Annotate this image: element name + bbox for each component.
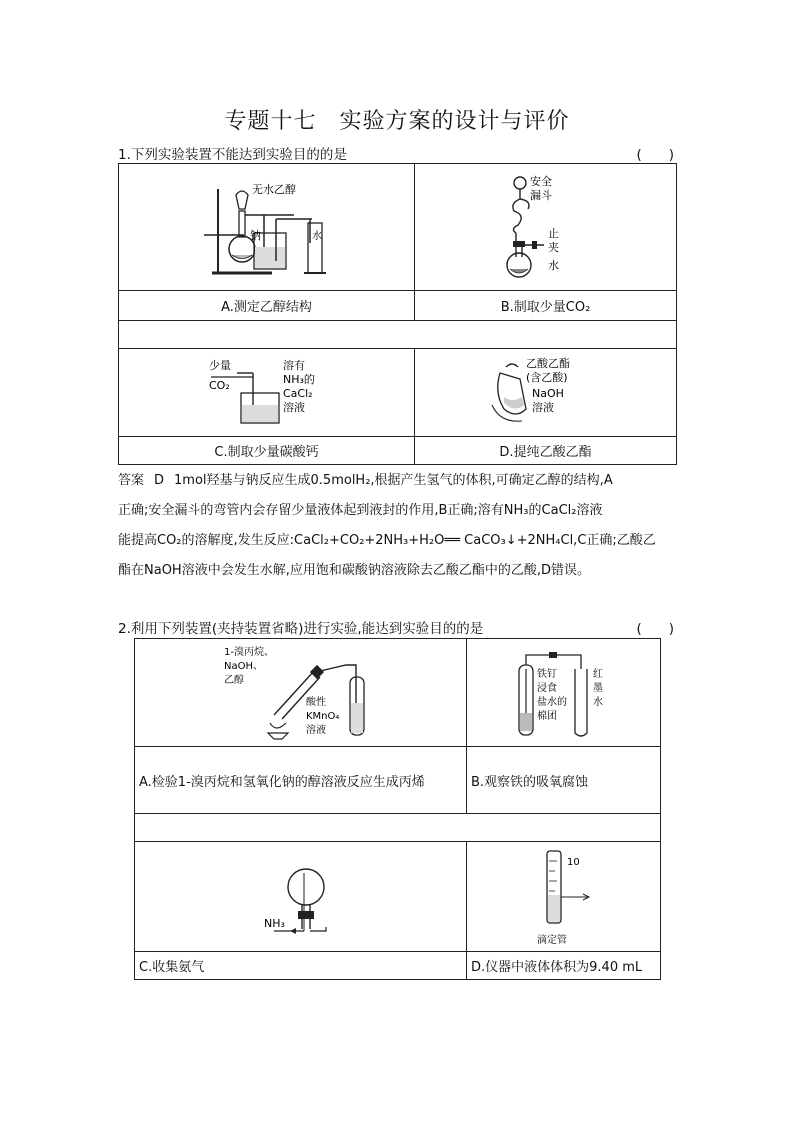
label-anhydrous-ethanol: 无水乙醇	[251, 183, 296, 196]
label-nh3-2: NH₃	[263, 916, 285, 930]
q2-option-b[interactable]: B.观察铁的吸氧腐蚀	[467, 747, 661, 814]
co2-safety-funnel-diagram	[486, 169, 606, 285]
q2-spacer-row	[135, 814, 661, 842]
label-red-3: 水	[592, 696, 603, 708]
answer-label: 答案	[118, 473, 145, 488]
burette-diagram	[509, 845, 619, 949]
label-red-1: 红	[592, 668, 603, 680]
label-cacl2: CaCl₂	[282, 386, 313, 400]
label-clamp: 夹	[547, 241, 559, 254]
label-co2: CO₂	[208, 378, 230, 392]
label-contains-acetic-acid: (含乙酸)	[525, 370, 568, 384]
label-dissolved: 溶有	[282, 358, 305, 372]
calcium-carbonate-diagram	[207, 353, 327, 433]
label-solution-2a: 溶液	[305, 724, 326, 736]
iron-corrosion-diagram	[509, 643, 619, 743]
ammonia-flask-diagram	[246, 847, 356, 947]
figure-b-co2-generator	[415, 164, 677, 291]
label-ethanol-2: 乙醇	[223, 674, 244, 686]
label-sodium: 钠	[249, 229, 261, 242]
q1-spacer-row	[119, 321, 677, 349]
figure-a-ethanol-apparatus	[119, 164, 415, 291]
figure-d-ethyl-acetate	[415, 349, 677, 437]
answer-line-1: 答案 D 1mol羟基与钠反应生成0.5molH₂,根据产生氢气的体积,可确定乙醇的结构,A	[118, 473, 613, 488]
label-water: 水	[311, 231, 322, 242]
answer-explanation	[118, 466, 678, 586]
label-kmno4: KMnO₄	[305, 710, 339, 722]
answer-choice: D	[154, 473, 165, 488]
figure-c-calcium-carbonate	[119, 349, 415, 437]
q1-option-d[interactable]: D.提纯乙酸乙酯	[415, 437, 677, 465]
figure-2b-oxygen-corrosion	[467, 639, 661, 747]
label-bromopropane: 1-溴丙烷、	[223, 646, 274, 658]
question-1-table	[118, 163, 677, 465]
q1-option-b[interactable]: B.制取少量CO₂	[415, 291, 677, 321]
question-2-table	[134, 638, 661, 980]
q1-option-c[interactable]: C.制取少量碳酸钙	[119, 437, 415, 465]
page-title: 专题十七 实验方案的设计与评价	[224, 109, 570, 134]
label-acidic: 酸性	[305, 696, 326, 708]
answer-line-3: 能提高CO₂的溶解度,发生反应:CaCl₂+CO₂+2NH₃+H₂O══ CaCO₃↓+2NH₄Cl,C正确;乙酸乙	[118, 533, 656, 548]
propene-test-diagram	[216, 643, 386, 743]
label-naoh: NaOH	[531, 386, 564, 400]
label-solution-d: 溶液	[531, 400, 554, 414]
question-1-text: 1.下列实验装置不能达到实验目的的是	[118, 147, 347, 163]
label-salt-water: 盐水的	[536, 696, 567, 708]
q2-option-a[interactable]: A.检验1-溴丙烷和氢氧化钠的醇溶液反应生成丙烯	[135, 747, 467, 814]
label-cotton-ball: 棉团	[536, 710, 557, 722]
label-burette: 滴定管	[536, 934, 567, 946]
separatory-funnel-diagram	[486, 353, 606, 433]
label-stop: 止	[547, 227, 559, 240]
ethanol-sodium-diagram	[192, 169, 342, 285]
question-2-stem	[118, 617, 674, 637]
answer-line-2: 正确;安全漏斗的弯管内会存留少量液体起到液封的作用,B正确;溶有NH₃的CaCl₂溶液	[118, 503, 603, 518]
label-naoh-2: NaOH、	[223, 660, 263, 672]
label-funnel: 漏斗	[529, 189, 552, 202]
label-safety: 安全	[529, 175, 552, 188]
q2-option-c[interactable]: C.收集氨气	[135, 952, 467, 980]
label-ten-mark: 10	[566, 856, 580, 868]
label-water-b: 水	[547, 259, 559, 272]
label-iron-nail: 铁钉	[536, 668, 557, 680]
label-red-2: 墨	[592, 682, 603, 694]
question-2-text: 2.利用下列装置(夹持装置省略)进行实验,能达到实验目的的是	[118, 621, 484, 637]
figure-2a-propene-test	[135, 639, 467, 747]
label-small-amount: 少量	[208, 358, 231, 372]
label-ethyl-acetate: 乙酸乙酯	[525, 356, 570, 370]
figure-2c-ammonia-collection	[135, 842, 467, 952]
answer-bracket: ( )	[636, 147, 674, 163]
answer-line-4: 酯在NaOH溶液中会发生水解,应用饱和碳酸钠溶液除去乙酸乙酯中的乙酸,D错误。	[118, 563, 590, 578]
label-soaked: 浸食	[536, 682, 557, 694]
q2-option-d[interactable]: D.仪器中液体体积为9.40 mL	[467, 952, 661, 980]
q1-option-a[interactable]: A.测定乙醇结构	[119, 291, 415, 321]
label-nh3: NH₃的	[282, 372, 315, 386]
answer-bracket-2: ( )	[636, 621, 674, 637]
question-1-stem	[118, 143, 674, 163]
label-solution-c: 溶液	[282, 400, 305, 414]
figure-2d-burette	[467, 842, 661, 952]
